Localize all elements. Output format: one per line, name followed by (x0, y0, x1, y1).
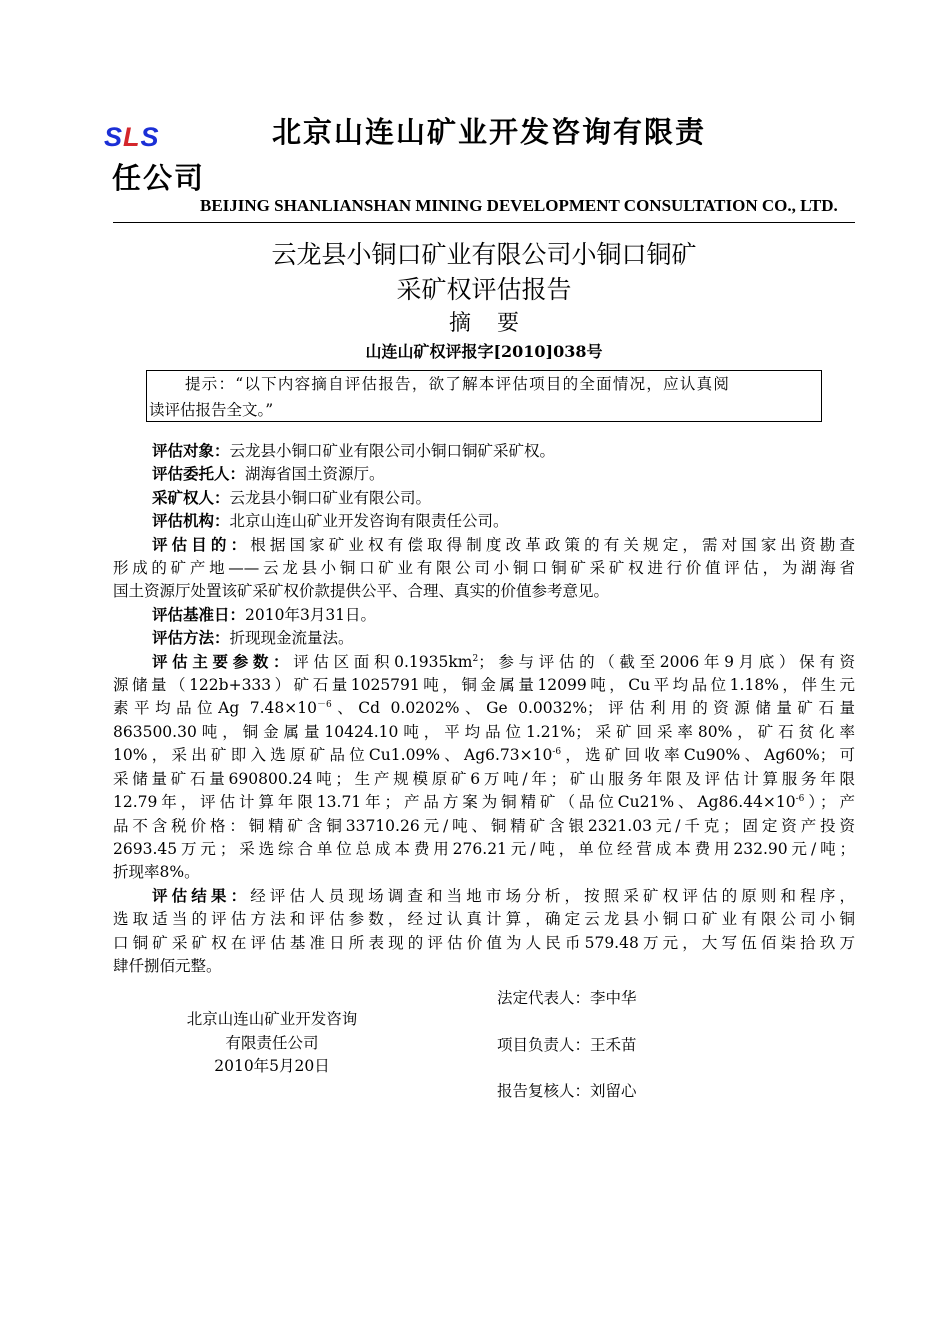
field-date (113, 604, 855, 627)
params-line1-sup: 2 (472, 653, 479, 664)
notice-box (146, 370, 822, 422)
report-reference-number: 山连山矿权评报字[2010]038号 (365, 342, 603, 361)
logo-text: SLS (104, 122, 160, 152)
field-agency (113, 510, 855, 533)
notice-line-2: 读评估报告全文。” (149, 401, 274, 419)
field-purpose-line1: 根据国家矿业权有偿取得制度改革政策的有关规定，需对国家出资勘查 (250, 535, 855, 554)
params-line6: 采储量矿石量690800.24吨；生产规模原矿6万吨/年；矿山服务年限及评估计算服务年限 (113, 769, 855, 788)
params-line7a: 12.79年，评估计算年限13.71年；产品方案为铜精矿（品位Cu21%、Ag86.44×10 (113, 793, 796, 812)
params-line5-sup: -6 (552, 747, 562, 758)
field-object-label: 评估对象： (152, 442, 230, 460)
field-params-label: 评估主要参数： (152, 652, 294, 671)
params-line7b: ）；产 (804, 793, 855, 812)
params-line2: 源储量（122b+333）矿石量1025791吨，铜金属量12099吨，Cu平均品位1.18%，伴生元 (113, 676, 855, 695)
result-line4: 肆仟捌佰元整。 (113, 956, 222, 975)
company-logo (104, 122, 160, 153)
field-purpose-line2: 形成的矿产地——云龙县小铜口矿业有限公司小铜口铜矿采矿权进行价值评估，为湖海省 (113, 559, 855, 578)
report-subtitle (113, 306, 855, 337)
field-owner-value: 云龙县小铜口矿业有限公司。 (229, 488, 432, 507)
signature-org-line2: 有限责任公司 (225, 1033, 319, 1052)
result-line1: 经评估人员现场调查和当地市场分析，按照采矿权评估的原则和程序， (250, 886, 855, 905)
signature-org-block (160, 1008, 384, 1079)
field-owner-label: 采矿权人： (152, 488, 230, 507)
signature-org-date: 2010年5月20日 (214, 1057, 330, 1075)
result-line2: 选取适当的评估方法和评估参数，经过认真计算，确定云龙县小铜口矿业有限公司小铜 (113, 910, 855, 929)
field-agency-value: 北京山连山矿业开发咨询有限责任公司。 (229, 512, 509, 531)
report-title-line2: 采矿权评估报告 (396, 275, 572, 304)
company-name-en: BEIJING SHANLIANSHAN MINING DEVELOPMENT CONSULTATION CO., LTD. (200, 196, 838, 215)
params-line5a: 10%，采出矿即入选原矿品位Cu1.09%、Ag6.73×10 (113, 746, 553, 765)
field-date-label: 评估基准日： (152, 605, 246, 624)
field-method-label: 评估方法： (152, 629, 230, 648)
subtitle-char-1: 摘 (448, 311, 471, 336)
field-owner (113, 487, 855, 510)
signature-project-lead: 项目负责人：王禾苗 (497, 1036, 637, 1054)
params-line5b: ，选矿回收率Cu90%、Ag60%；可 (561, 746, 855, 765)
result-line3: 口铜矿采矿权在评估基准日所表现的评估价值为人民币579.48万元，大写伍佰柒拾玖万 (113, 933, 855, 952)
field-purpose-line3: 国土资源厅处置该矿采矿权价款提供公平、合理、真实的价值参考意见。 (113, 582, 610, 601)
summary-body (113, 440, 855, 978)
params-line1a: 评估区面积0.1935km (293, 652, 473, 671)
params-line3 (113, 697, 855, 720)
params-line1b: ；参与评估的（截至2006年9月底）保有资 (478, 652, 855, 671)
notice-line-1: 提示：“以下内容摘自评估报告，欲了解本评估项目的全面情况，应认真阅 (185, 375, 731, 393)
params-line7-sup: -6 (795, 793, 805, 804)
header-divider (113, 222, 855, 223)
company-name-cn-line1: 北京山连山矿业开发咨询有限责 (272, 115, 707, 149)
field-client (113, 463, 855, 486)
field-object (113, 440, 855, 463)
company-name-cn-line2: 任公司 (112, 161, 206, 195)
field-result-label: 评估结果： (152, 886, 251, 905)
params-line3b: 、Cd 0.0202%、Ge 0.0032%；评估利用的资源储量矿石量 (331, 699, 855, 718)
field-client-label: 评估委托人： (152, 465, 246, 484)
params-line3-sup: －6 (316, 700, 332, 711)
params-line8: 品不含税价格：铜精矿含铜33710.26元/吨、铜精矿含银2321.03元/千克；固定资产投资 (113, 816, 855, 835)
field-method-value: 折现现金流量法。 (229, 629, 354, 648)
field-result (113, 885, 855, 908)
params-line9: 2693.45万元；采选综合单位总成本费用276.21元/吨，单位经营成本费用232.90元/吨； (113, 839, 855, 858)
signature-legal-rep: 法定代表人：李中华 (497, 989, 637, 1007)
params-line7 (113, 791, 855, 814)
field-date-value: 2010年3月31日。 (245, 605, 377, 624)
report-title-line1: 云龙县小铜口矿业有限公司小铜口铜矿 (271, 240, 697, 269)
field-purpose (113, 534, 855, 557)
params-line3a: 素平均品位Ag 7.48×10 (113, 699, 317, 718)
params-line10: 折现率8%。 (113, 863, 200, 882)
field-object-value: 云龙县小铜口矿业有限公司小铜口铜矿采矿权。 (229, 442, 556, 460)
subtitle-char-2: 要 (496, 311, 519, 336)
signature-org-line1: 北京山连山矿业开发咨询 (186, 1010, 358, 1028)
field-agency-label: 评估机构： (152, 512, 230, 531)
field-params (113, 651, 855, 674)
field-purpose-label: 评估目的： (152, 535, 251, 554)
field-method (113, 627, 855, 650)
signature-reviewer: 报告复核人：刘留心 (497, 1082, 637, 1100)
field-client-value: 湖海省国土资源厅。 (245, 465, 385, 484)
params-line5 (113, 744, 855, 767)
params-line4: 863500.30吨，铜金属量10424.10吨，平均品位1.21%；采矿回采率80%，矿石贫化率 (113, 722, 855, 741)
